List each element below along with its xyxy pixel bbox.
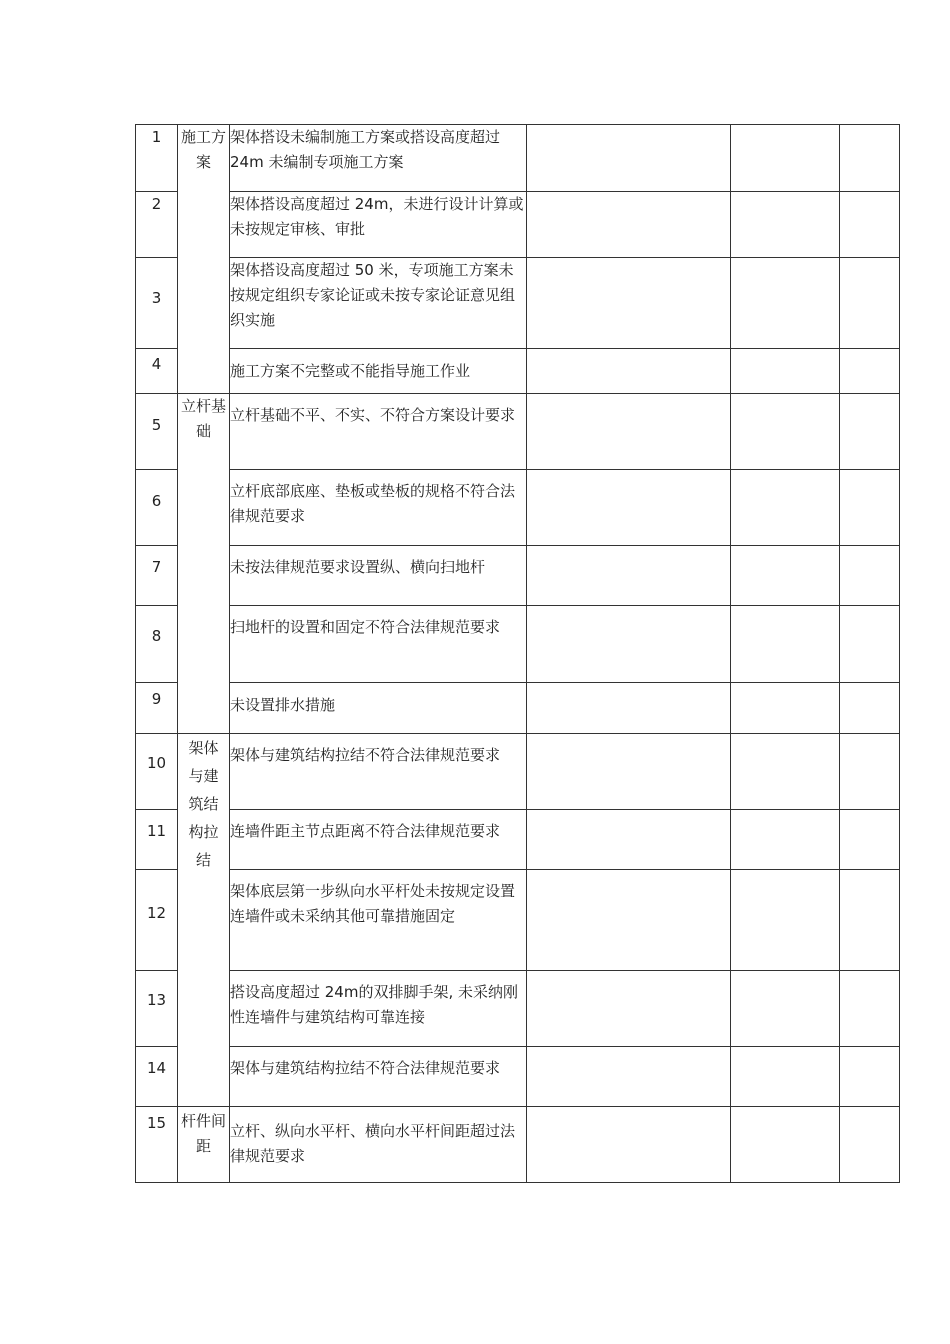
row-number: 6	[136, 470, 178, 546]
blank-cell	[840, 734, 900, 810]
blank-cell	[840, 606, 900, 683]
table-row	[136, 870, 900, 971]
table-row	[136, 394, 900, 470]
item-text: 搭设高度超过 24m的双排脚手架, 未采纳刚性连墙件与建筑结构可靠连接	[230, 971, 527, 1047]
blank-cell	[731, 470, 840, 546]
blank-cell	[527, 1047, 731, 1107]
blank-cell	[527, 394, 731, 470]
table-row	[136, 971, 900, 1047]
row-number: 11	[136, 810, 178, 870]
table-row	[136, 125, 900, 192]
table-row	[136, 1107, 900, 1183]
blank-cell	[527, 1107, 731, 1183]
item-text: 立杆、纵向水平杆、横向水平杆间距超过法律规范要求	[230, 1107, 527, 1183]
blank-cell	[527, 470, 731, 546]
table-row	[136, 258, 900, 349]
row-number: 5	[136, 394, 178, 470]
inspection-table	[135, 124, 900, 1183]
item-text: 立杆基础不平、不实、不符合方案设计要求	[230, 394, 527, 470]
blank-cell	[731, 192, 840, 258]
blank-cell	[731, 1107, 840, 1183]
blank-cell	[840, 192, 900, 258]
row-number: 8	[136, 606, 178, 683]
blank-cell	[731, 258, 840, 349]
table-row	[136, 192, 900, 258]
category-cell: 施工方案	[178, 125, 230, 394]
item-text: 架体与建筑结构拉结不符合法律规范要求	[230, 734, 527, 810]
blank-cell	[840, 125, 900, 192]
blank-cell	[731, 606, 840, 683]
blank-cell	[731, 683, 840, 734]
item-text: 未按法律规范要求设置纵、横向扫地杆	[230, 546, 527, 606]
blank-cell	[731, 971, 840, 1047]
item-text: 架体搭设未编制施工方案或搭设高度超过 24m 未编制专项施工方案	[230, 125, 527, 192]
blank-cell	[527, 606, 731, 683]
blank-cell	[840, 258, 900, 349]
blank-cell	[527, 734, 731, 810]
table-row	[136, 734, 900, 810]
blank-cell	[527, 683, 731, 734]
item-text: 架体底层第一步纵向水平杆处未按规定设置连墙件或未采纳其他可靠措施固定	[230, 870, 527, 971]
category-cell: 架体与建筑结构拉结	[178, 734, 230, 1107]
row-number: 12	[136, 870, 178, 971]
blank-cell	[527, 192, 731, 258]
item-text: 架体搭设高度超过 50 米，专项施工方案未按规定组织专家论证或未按专家论证意见组织实施	[230, 258, 527, 349]
table-row	[136, 810, 900, 870]
blank-cell	[527, 870, 731, 971]
blank-cell	[840, 971, 900, 1047]
category-cell: 立杆基础	[178, 394, 230, 734]
row-number: 15	[136, 1107, 178, 1183]
table-row	[136, 1047, 900, 1107]
row-number: 7	[136, 546, 178, 606]
blank-cell	[840, 470, 900, 546]
row-number: 4	[136, 349, 178, 394]
blank-cell	[840, 683, 900, 734]
row-number: 2	[136, 192, 178, 258]
blank-cell	[840, 394, 900, 470]
row-number: 14	[136, 1047, 178, 1107]
table-row	[136, 683, 900, 734]
blank-cell	[527, 971, 731, 1047]
item-text: 施工方案不完整或不能指导施工作业	[230, 349, 527, 394]
blank-cell	[840, 1107, 900, 1183]
row-number: 1	[136, 125, 178, 192]
blank-cell	[527, 125, 731, 192]
blank-cell	[840, 810, 900, 870]
blank-cell	[527, 258, 731, 349]
blank-cell	[840, 870, 900, 971]
table-row	[136, 606, 900, 683]
item-text: 未设置排水措施	[230, 683, 527, 734]
table-row	[136, 349, 900, 394]
category-cell: 杆件间距	[178, 1107, 230, 1183]
blank-cell	[840, 1047, 900, 1107]
item-text: 扫地杆的设置和固定不符合法律规范要求	[230, 606, 527, 683]
item-text: 连墙件距主节点距离不符合法律规范要求	[230, 810, 527, 870]
blank-cell	[731, 810, 840, 870]
table-row	[136, 470, 900, 546]
table-row	[136, 546, 900, 606]
row-number: 13	[136, 971, 178, 1047]
item-text: 架体搭设高度超过 24m，未进行设计计算或未按规定审核、审批	[230, 192, 527, 258]
item-text: 立杆底部底座、垫板或垫板的规格不符合法律规范要求	[230, 470, 527, 546]
blank-cell	[731, 349, 840, 394]
blank-cell	[731, 870, 840, 971]
item-text: 架体与建筑结构拉结不符合法律规范要求	[230, 1047, 527, 1107]
row-number: 3	[136, 258, 178, 349]
blank-cell	[527, 546, 731, 606]
blank-cell	[527, 349, 731, 394]
blank-cell	[840, 349, 900, 394]
blank-cell	[731, 1047, 840, 1107]
row-number: 9	[136, 683, 178, 734]
blank-cell	[731, 394, 840, 470]
blank-cell	[731, 546, 840, 606]
blank-cell	[731, 734, 840, 810]
blank-cell	[527, 810, 731, 870]
blank-cell	[840, 546, 900, 606]
row-number: 10	[136, 734, 178, 810]
blank-cell	[731, 125, 840, 192]
